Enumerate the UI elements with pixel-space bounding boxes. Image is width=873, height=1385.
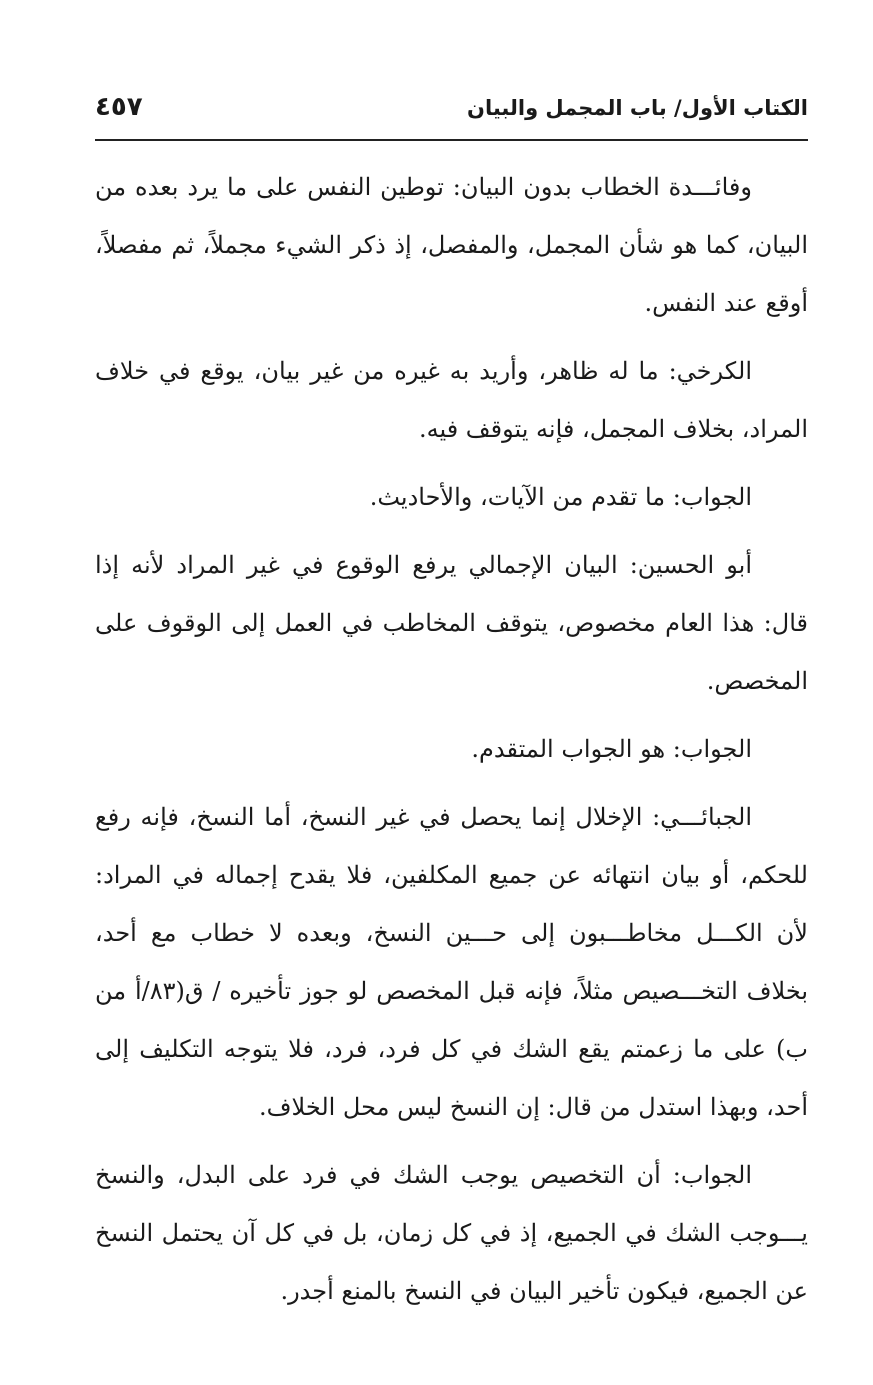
paragraph: الجواب: هو الجواب المتقدم. [471,735,752,763]
running-header [95,92,808,132]
paragraph: الجواب: أن التخصيص يوجب الشك في فرد على البدل، والنسخ يـــوجب الشك في الجميع، إذ في كل زمان، بل في كل آن يحتمل النسخ عن الجميع، فيكون تأخير البيان في النسخ بالمنع أجدر. [95,1161,808,1305]
paragraph: الجبائـــي: الإخلال إنما يحصل في غير النسخ، أما النسخ، فإنه رفع للحكم، أو بيان انتهائه عن جميع المكلفين، فلا يقدح إجماله في المراد: لأن الكـــل مخاطـــبون إلى حـــين النسخ، وبعده لا خطاب مع أحد، بخلاف التخـــصيص مثلاً، فإنه قبل المخصص لو جوز تأخيره / ق(٨٣/أ من ب) على ما زعمتم يقع الشك في كل فرد، فرد، فلا يتوجه التكليف إلى أحد، وبهذا استدل من قال: إن النسخ ليس محل الخلاف. [95,803,808,1121]
paragraph: أبو الحسين: البيان الإجمالي يرفع الوقوع في غير المراد لأنه إذا قال: هذا العام مخصوص، يتوقف المخاطب في العمل إلى الوقوف على المخصص. [95,551,808,695]
page-number: ٤٥٧ [95,92,143,122]
header-rule [95,139,808,141]
paragraph: الكرخي: ما له ظاهر، وأريد به غيره من غير بيان، يوقع في خلاف المراد، بخلاف المجمل، فإنه يتوقف فيه. [95,357,808,443]
body-text [95,158,808,1330]
paragraph: وفائـــدة الخطاب بدون البيان: توطين النفس على ما يرد بعده من البيان، كما هو شأن المجمل، والمفصل، إذ ذكر الشيء مجملاً، ثم مفصلاً، أوقع عند النفس. [95,173,809,317]
paragraph: الجواب: ما تقدم من الآيات، والأحاديث. [369,483,752,511]
header-title: الكتاب الأول/ باب المجمل والبيان [467,96,808,120]
